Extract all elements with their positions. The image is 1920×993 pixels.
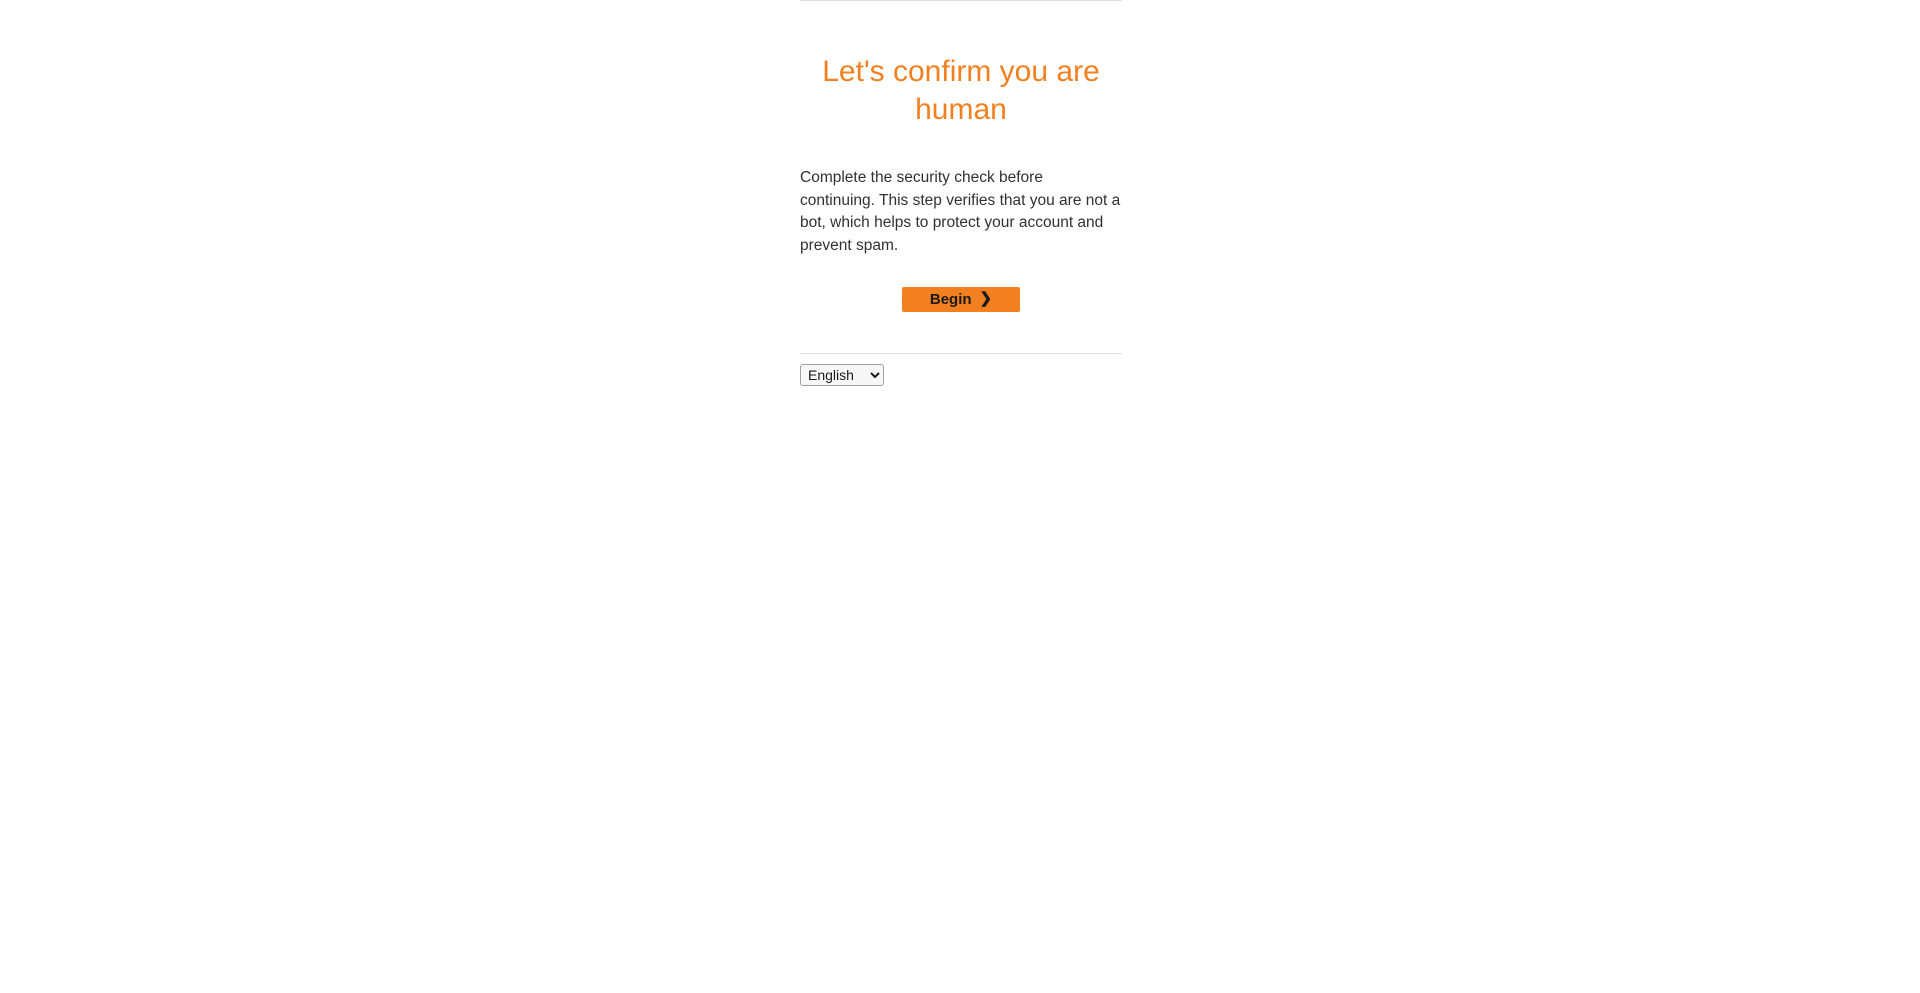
begin-button-row (800, 257, 1122, 312)
challenge-description: Complete the security check before continuing. This step verifies that you are not a bot, which helps to protect your account and prevent spam. (800, 169, 1121, 254)
begin-button[interactable] (902, 287, 1020, 312)
chevron-right-icon: ❯ (979, 290, 993, 307)
page-title: Let's confirm you are human (822, 55, 1100, 126)
challenge-container (800, 0, 1122, 386)
begin-button-label: Begin (929, 291, 972, 308)
language-select[interactable] (800, 364, 884, 386)
language-row (800, 354, 1122, 386)
